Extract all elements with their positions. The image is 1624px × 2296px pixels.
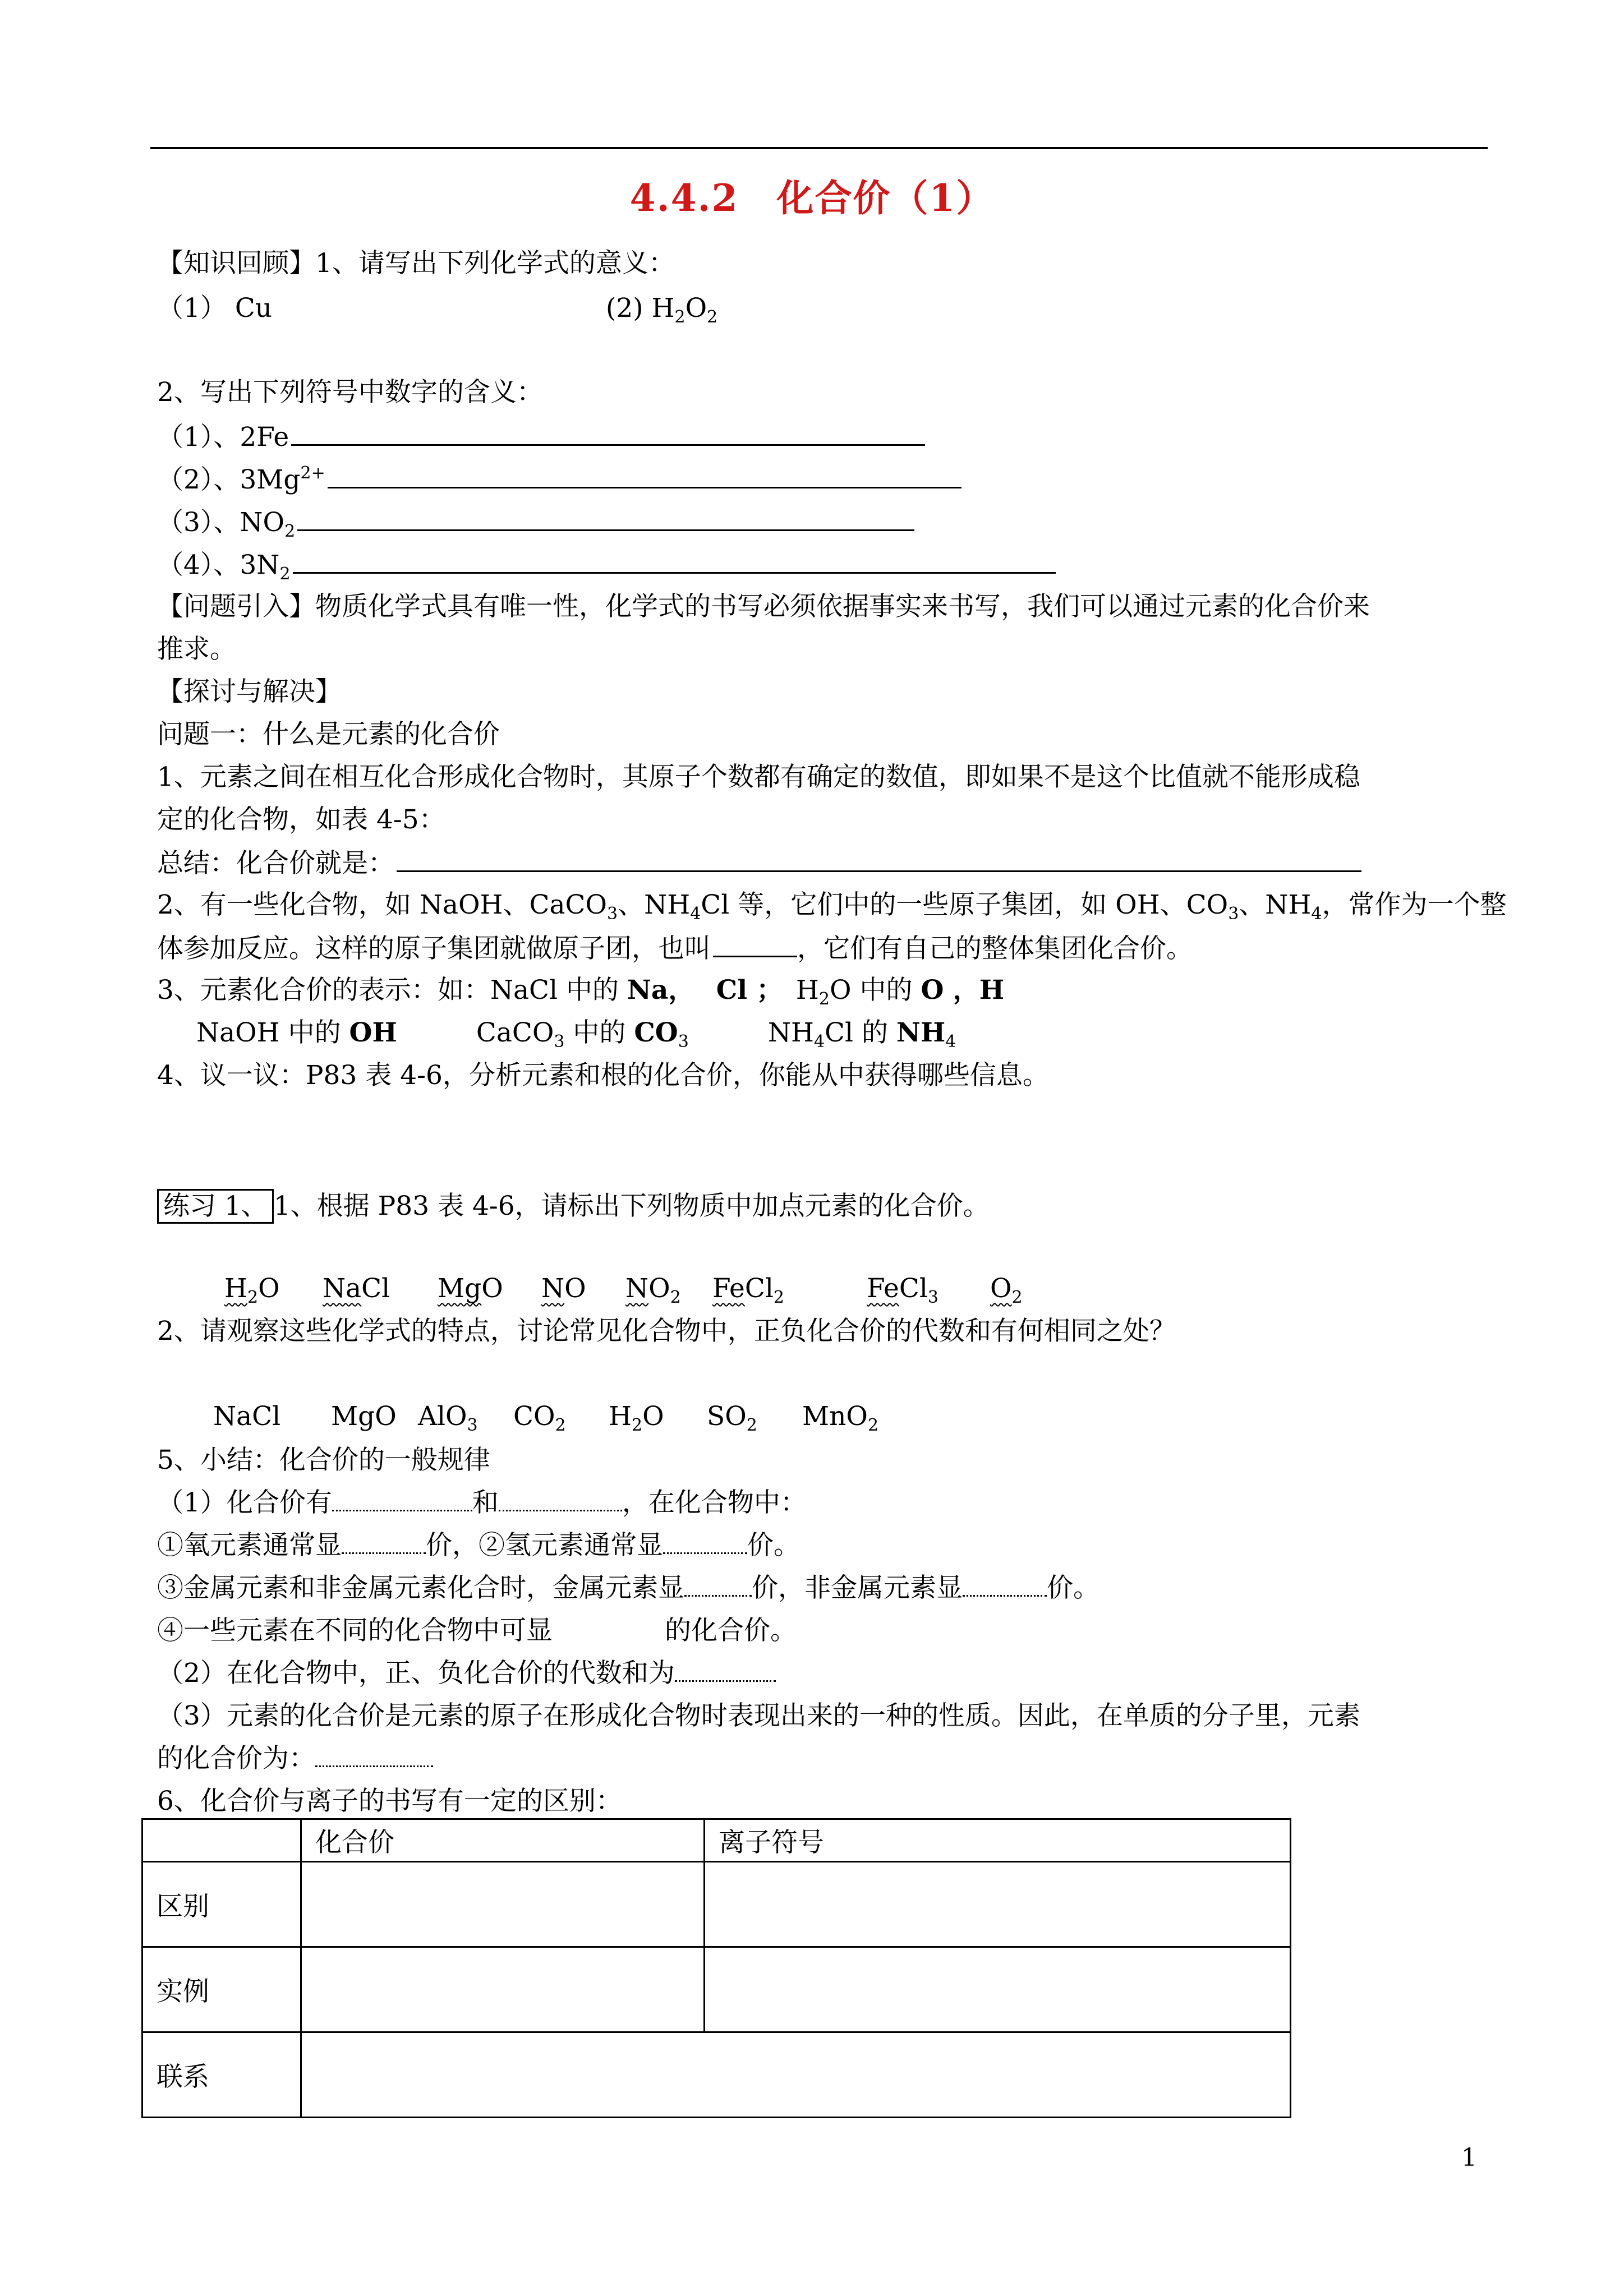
- table-cell[interactable]: [705, 1947, 1291, 2032]
- practice-q1: 练习 1、 1、根据 P83 表 4-6，请标出下列物质中加点元素的化合价。: [157, 1189, 990, 1224]
- review-item-4: （4）、$3N_2$: [157, 547, 1056, 582]
- intro-line-2: 推求。: [157, 634, 236, 665]
- summary5-l4: ④一些元素在不同的化合物中可显 的化合价。: [157, 1615, 797, 1646]
- answer-blank[interactable]: [684, 1573, 752, 1597]
- answer-blank[interactable]: [663, 1530, 747, 1554]
- table-header-row: [142, 1819, 1291, 1862]
- p2-line-1: 2、有一些化合物，如 NaOH、CaCO$_3$、$NH_4Cl$ 等，它们中的一些原子集团，如 OH、$CO_3$、$NH_4$，常作为一个整: [157, 889, 1507, 924]
- answer-blank[interactable]: [342, 1530, 426, 1554]
- summary5-head: 5、小结：化合价的一般规律: [157, 1445, 490, 1476]
- answer-blank[interactable]: [293, 547, 1056, 574]
- review-item-1: （1）、2Fe: [157, 419, 925, 454]
- review-label: 【知识回顾】: [157, 248, 315, 279]
- formula: AlO$_3$: [418, 1401, 478, 1435]
- answer-blank[interactable]: [963, 1573, 1047, 1597]
- table-row-label: 实例: [142, 1947, 301, 2032]
- summary5-l5: （2）在化合物中，正、负化合价的代数和为: [157, 1657, 776, 1690]
- formula: MgO: [438, 1273, 503, 1304]
- answer-blank[interactable]: [291, 419, 925, 446]
- table-cell[interactable]: [301, 2032, 1291, 2118]
- practice-label: 练习 1、: [157, 1189, 274, 1224]
- intro-line-1: 【问题引入】物质化学式具有唯一性，化学式的书写必须依据事实来书写，我们可以通过元素的化合价来: [157, 591, 1370, 622]
- summary5-l1: （1）化合价有 和 ，在化合物中：: [157, 1487, 807, 1518]
- table-cell[interactable]: [705, 1862, 1291, 1947]
- table-col-header: 化合价: [301, 1819, 705, 1862]
- formula: $CO_2$: [513, 1401, 566, 1435]
- table-cell[interactable]: [301, 1947, 705, 2032]
- table-row: [142, 2032, 1291, 2118]
- summary5-l3: ③金属元素和非金属元素化合时，金属元素显 价，非金属元素显 价。: [157, 1573, 1099, 1603]
- formula: $NO_2$: [625, 1273, 681, 1307]
- review-item-3: （3）、$NO_2$: [157, 505, 914, 540]
- review-item-2: （2）、$3Mg^{2+}$: [157, 462, 961, 497]
- table-row-label: 联系: [142, 2032, 301, 2118]
- comparison-table: [141, 1818, 1291, 2118]
- summary5-l2: ①氧元素通常显 价，②氢元素通常显 价。: [157, 1530, 800, 1561]
- p3-line-2: NaOH 中的 OH CaCO$_3$ 中的 $CO_3$ $NH_4Cl$ 的 $NH_4$: [196, 1017, 956, 1052]
- answer-blank[interactable]: [713, 931, 797, 957]
- summary5-l6: （3）元素的化合价是元素的原子在形成化合物时表现出来的一种的性质。因此，在单质的分子里，元素: [157, 1700, 1360, 1731]
- review-q1: 【知识回顾】1、请写出下列化学式的意义：: [157, 248, 675, 279]
- answer-blank[interactable]: [315, 1743, 433, 1767]
- answer-blank[interactable]: [499, 1487, 622, 1511]
- answer-blank[interactable]: [328, 462, 961, 488]
- table-cell: [142, 1819, 301, 1862]
- formula: MnO$_2$: [802, 1401, 879, 1435]
- formula: NaCl: [323, 1273, 390, 1304]
- p1-line-1: 1、元素之间在相互化合形成化合物时，其原子个数都有确定的数值，即如果不是这个比值就不能形成稳: [157, 762, 1360, 792]
- practice-q2: 2、请观察这些化学式的特点，讨论常见化合物中，正负化合价的代数和有何相同之处？: [157, 1316, 1176, 1347]
- formula: FeCl$_2$: [712, 1273, 784, 1307]
- formula: NO: [541, 1273, 586, 1304]
- formula: NaCl: [213, 1401, 281, 1432]
- p2-line-2: 体参加反应。这样的原子集团就做原子团，也叫 ，它们有自己的整体集团化合价。: [157, 931, 1193, 966]
- discuss-label: 【探讨与解决】: [157, 676, 342, 707]
- p3-line-1: 3、元素化合价的表示：如：NaCl 中的 Na， Cl ； $H_2O$ 中的 O ，H: [157, 975, 1005, 1009]
- formula: $SO_2$: [707, 1401, 757, 1435]
- summary5-l7: 的化合价为：: [157, 1742, 433, 1776]
- header-rule: [150, 147, 1488, 149]
- table-row: [142, 1862, 1291, 1947]
- page-number: 1: [1461, 2143, 1477, 2172]
- answer-blank[interactable]: [675, 1658, 776, 1682]
- table-row-label: 区别: [142, 1862, 301, 1947]
- summary-line: 总结：化合价就是：: [157, 846, 1361, 880]
- section6-head: 6、化合价与离子的书写有一定的区别：: [157, 1786, 622, 1816]
- p1-line-2: 定的化合物，如表 4-5：: [157, 804, 445, 835]
- table-cell[interactable]: [301, 1862, 705, 1947]
- answer-blank[interactable]: [332, 1487, 472, 1511]
- p4: 4、议一议：P83 表 4-6，分析元素和根的化合价，你能从中获得哪些信息。: [157, 1060, 1049, 1091]
- review-q1-items: （1） Cu (2) $H_2O_2$: [157, 293, 718, 327]
- table-row: [142, 1947, 1291, 2032]
- answer-blank[interactable]: [297, 505, 914, 531]
- answer-blank[interactable]: [397, 846, 1361, 872]
- table-col-header: 离子符号: [705, 1819, 1291, 1862]
- review-q2: 2、写出下列符号中数字的含义：: [157, 377, 543, 408]
- formula: $O_2$: [990, 1273, 1023, 1307]
- page-title: 4.4.2 化合价（1）: [629, 176, 995, 220]
- formula: $H_2O$: [609, 1401, 664, 1435]
- formula: MgO: [331, 1401, 397, 1432]
- formula: FeCl$_3$: [867, 1273, 938, 1307]
- formula: $H_2O$: [224, 1273, 280, 1307]
- problem-1: 问题一：什么是元素的化合价: [157, 719, 500, 750]
